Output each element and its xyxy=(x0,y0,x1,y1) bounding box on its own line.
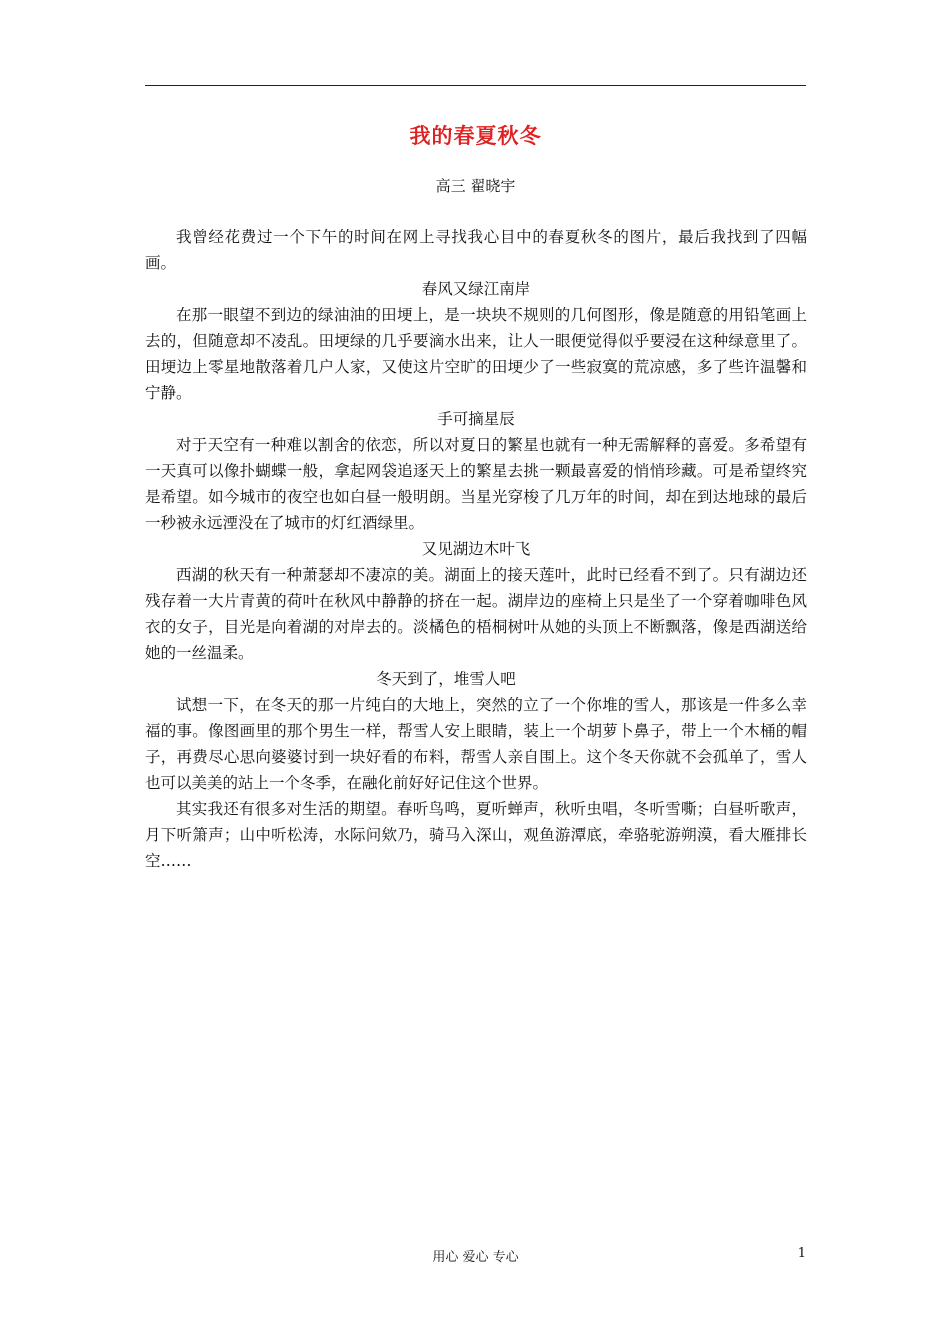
section-heading-summer: 手可摘星辰 xyxy=(437,410,515,428)
section-text-spring: 在那一眼望不到边的绿油油的田埂上，是一块块不规则的几何图形，像是随意的用铅笔画上去的，但随意却不凌乱。田埂绿的几乎要滴水出来，让人一眼便觉得似乎要浸在这种绿意里了。田埂边上零星地散落着几户人家，又使这片空旷的田埂少了一些寂寞的荒凉感，多了些许温馨和宁静。 xyxy=(145,306,807,402)
section-heading-spring: 春风又绿江南岸 xyxy=(421,280,531,298)
document-body xyxy=(145,224,807,874)
section-heading-autumn: 又见湖边木叶飞 xyxy=(421,540,531,558)
header-rule xyxy=(145,85,806,86)
author-line: 高三 翟晓宇 xyxy=(435,177,516,195)
section-heading-winter: 冬天到了，堆雪人吧 xyxy=(376,670,516,688)
intro-paragraph: 我曾经花费过一个下午的时间在网上寻找我心目中的春夏秋冬的图片，最后我找到了四幅画。 xyxy=(145,228,807,272)
document-title: 我的春夏秋冬 xyxy=(409,123,542,148)
page-number: 1 xyxy=(797,1246,806,1261)
footer-motto: 用心 爱心 专心 xyxy=(432,1250,519,1265)
section-text-autumn: 西湖的秋天有一种萧瑟却不凄凉的美。湖面上的接天莲叶，此时已经看不到了。只有湖边还残存着一大片青黄的荷叶在秋风中静静的挤在一起。湖岸边的座椅上只是坐了一个穿着咖啡色风衣的女子，目光是向着湖的对岸去的。淡橘色的梧桐树叶从她的头顶上不断飘落，像是西湖送给她的一丝温柔。 xyxy=(145,566,807,662)
closing-paragraph: 其实我还有很多对生活的期望。春听鸟鸣，夏听蝉声，秋听虫唱，冬听雪嘶；白昼听歌声，月下听箫声；山中听松涛，水际问欸乃，骑马入深山，观鱼游潭底，牵骆驼游朔漠，看大雁排长空…… xyxy=(145,800,807,870)
section-text-summer: 对于天空有一种难以割舍的依恋，所以对夏日的繁星也就有一种无需解释的喜爱。多希望有一天真可以像扑蝴蝶一般，拿起网袋追逐天上的繁星去挑一颗最喜爱的悄悄珍藏。可是希望终究是希望。如今城市的夜空也如白昼一般明朗。当星光穿梭了几万年的时间，却在到达地球的最后一秒被永远湮没在了城市的灯红酒绿里。 xyxy=(145,436,807,532)
section-text-winter: 试想一下，在冬天的那一片纯白的大地上，突然的立了一个你堆的雪人，那该是一件多么幸福的事。像图画里的那个男生一样，帮雪人安上眼睛，装上一个胡萝卜鼻子，带上一个木桶的帽子，再费尽心思向婆婆讨到一块好看的布料，帮雪人亲自围上。这个冬天你就不会孤单了，雪人也可以美美的站上一个冬季，在融化前好好记住这个世界。 xyxy=(145,696,807,792)
